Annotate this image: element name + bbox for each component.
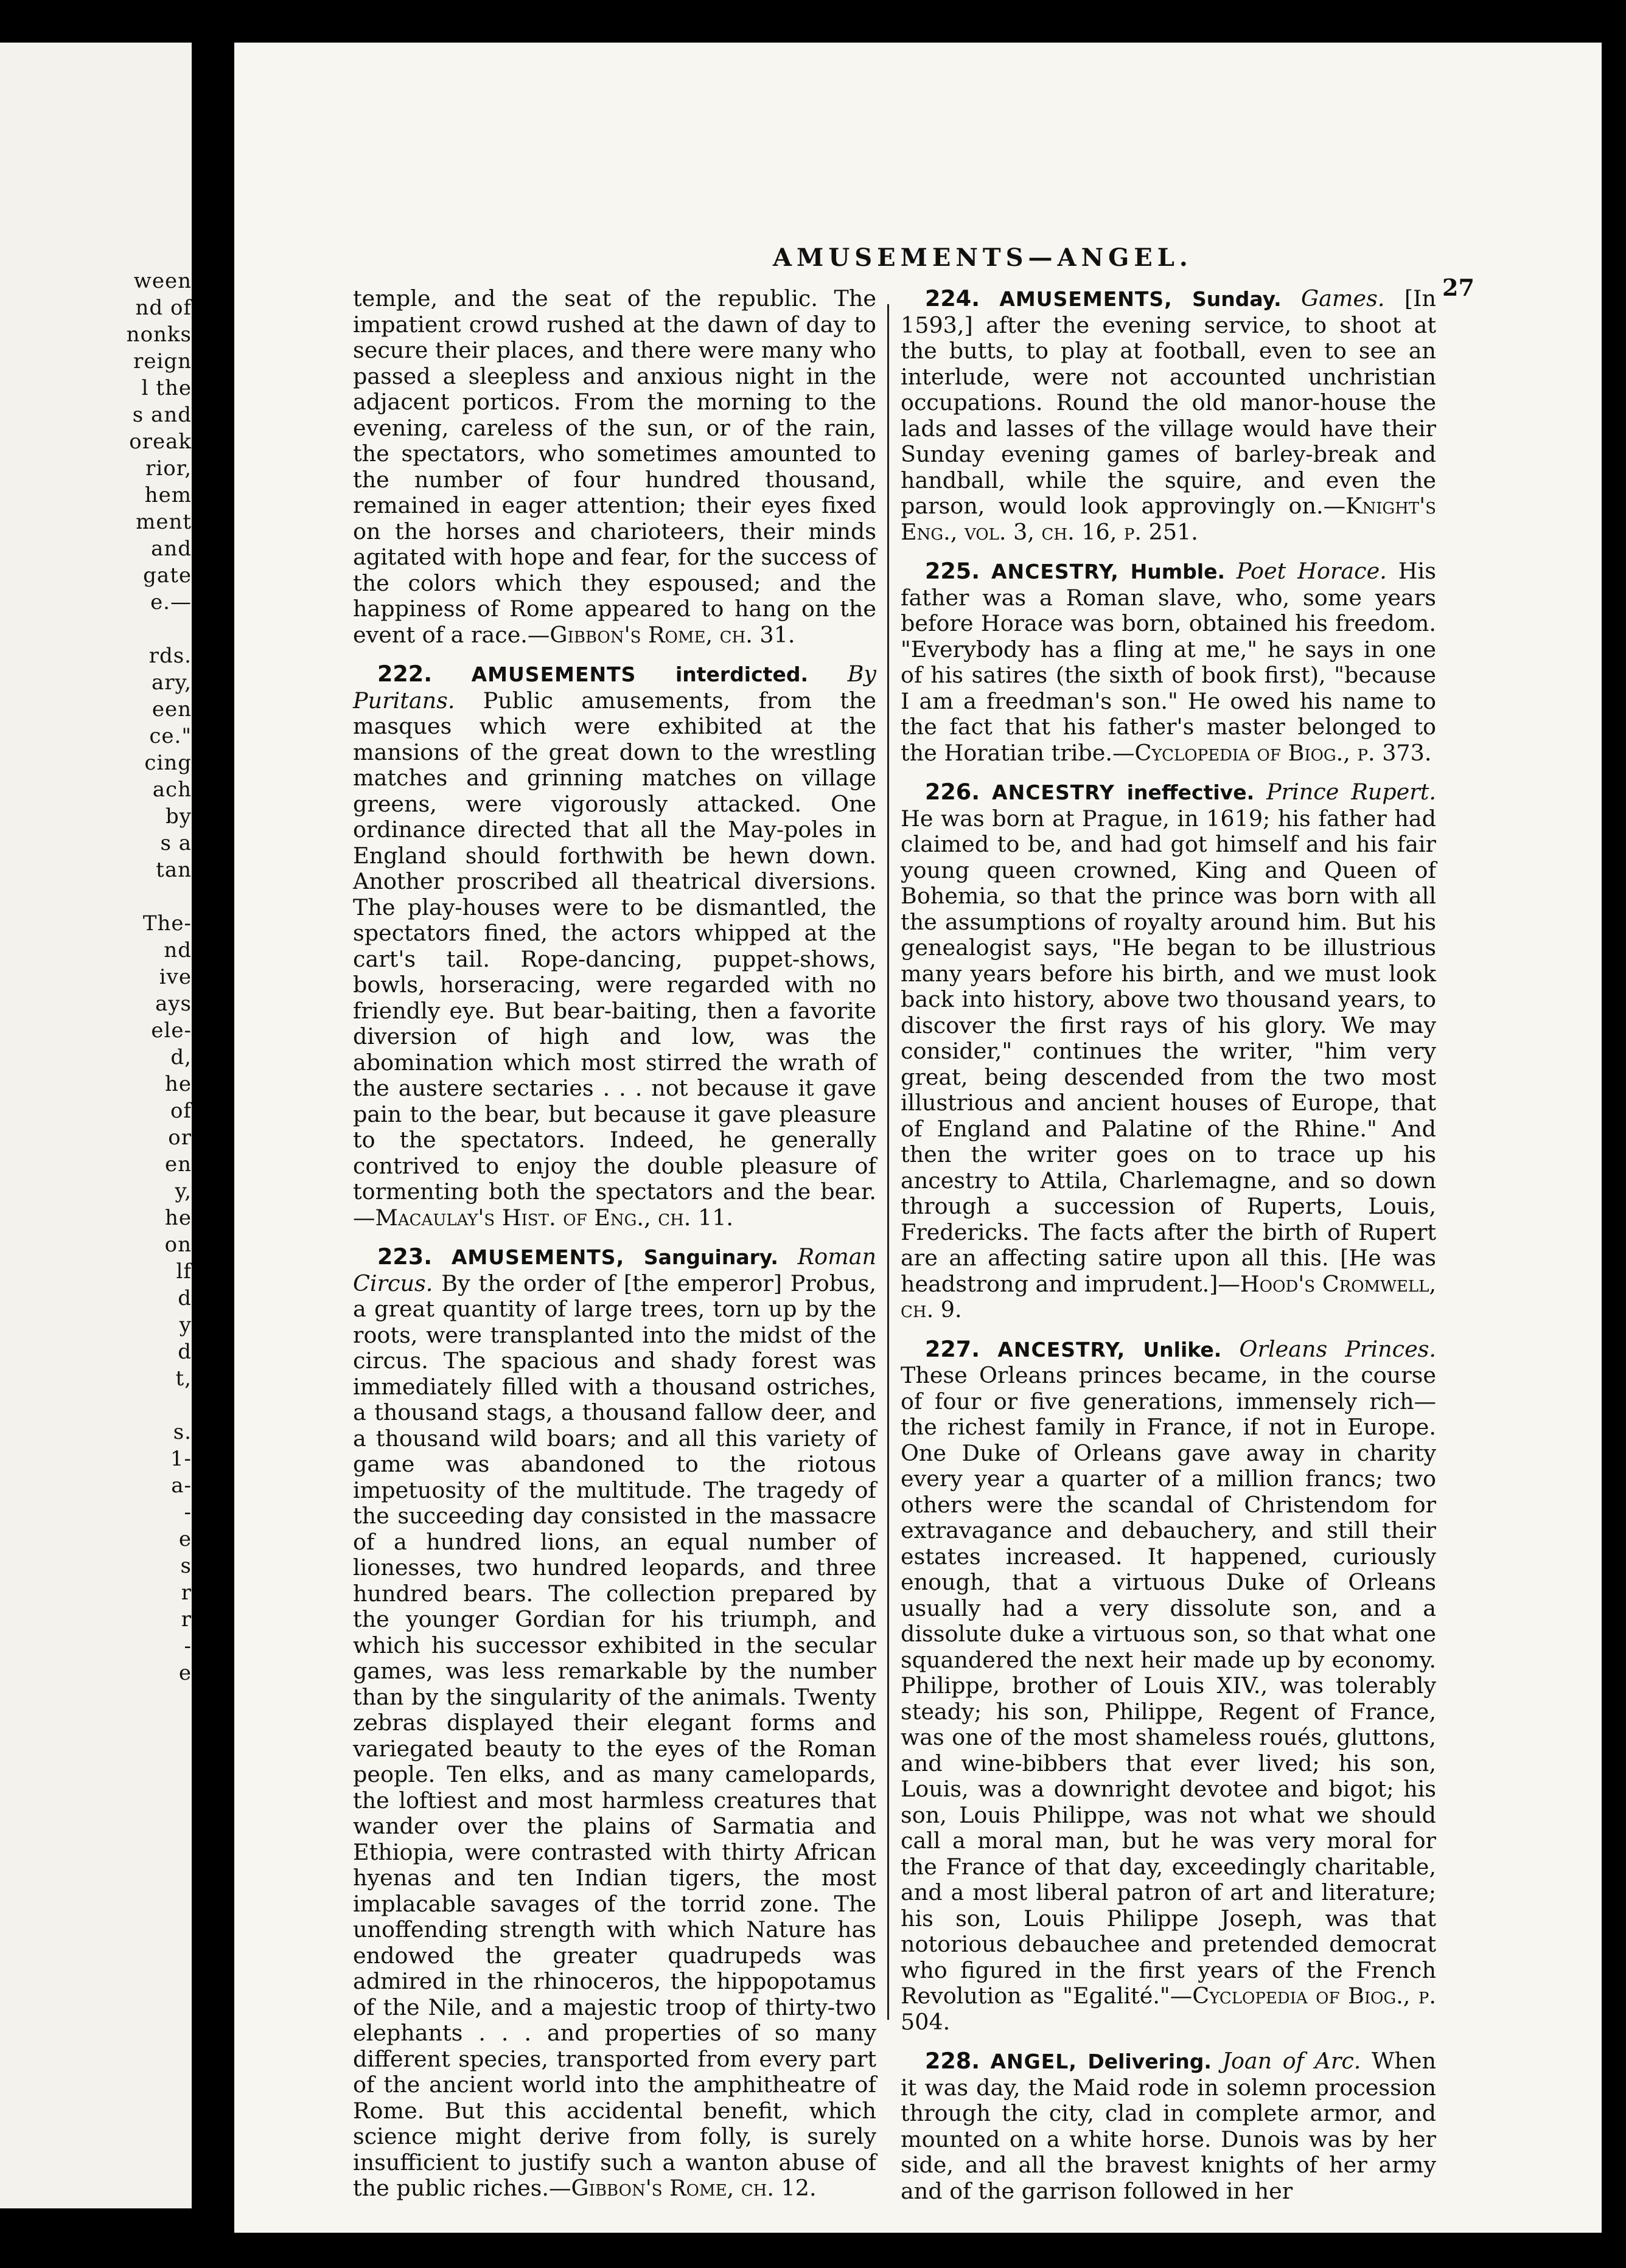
left-page-fragment: ele- [151, 1018, 192, 1043]
left-page-fragment: gate [143, 563, 192, 588]
left-page-fragment: s a [160, 831, 192, 855]
entry-222 [353, 661, 876, 1231]
entry-225 [901, 558, 1436, 766]
left-page-fragment [0, 1392, 192, 1419]
left-page-fragment: by [166, 804, 192, 829]
left-page-fragment: rior, [145, 456, 192, 481]
entry-heading: ANGEL, [990, 2050, 1077, 2073]
entry-source: Cyclopedia of Biog., p. 373. [1134, 739, 1432, 766]
left-page-fragment: t, [175, 1366, 192, 1391]
entry-number: 225. [925, 558, 980, 584]
entry-subheading: Unlike. [1143, 1337, 1222, 1362]
entry-title: By Puritans. [353, 661, 877, 714]
running-head: AMUSEMENTS—ANGEL. [773, 243, 1193, 272]
left-page-fragment: s. [173, 1420, 192, 1444]
left-page-fragment: een [152, 697, 192, 722]
entry-228 [901, 2048, 1436, 2204]
entry-source: Gibbon's Rome, ch. 12. [571, 2175, 817, 2201]
left-page-fragment: ce." [149, 724, 192, 748]
entry-subheading: Humble. [1130, 560, 1226, 583]
left-page-fragment: The- [142, 911, 192, 936]
right-border [1602, 0, 1626, 2268]
entry-source: Macaulay's Hist. of Eng., ch. 11. [375, 1204, 734, 1231]
entry-title: Joan of Arc. [1222, 2048, 1361, 2074]
left-page-fragment: lf [176, 1259, 192, 1284]
left-page-edge [0, 43, 192, 2208]
entry-text: [In 1593,] after the evening service, to shoot at the butts, to play at football, even to see an interlude, were not accounted unchristian occupations. Round the old manor-house the lads and lasses of the village would have their Sunday evening games of barley-break and handball, while the squire, and even the parson, would look approvingly on.— [901, 285, 1436, 519]
entry-text: temple, and the seat of the republic. The impatient crowd rushed at the dawn of day to secure their places, and there were many who passed a sleepless and anxious night in the adjacent porticos. From the morning to the evening, careless of the sun, or of the rain, the spectators, who sometimes amounted to the number of four hundred thousand, remained in eager attention; their eyes fixed on the horses and charioteers, their minds agitated with hope and fear, for the success of the colors which they espoused; and the happiness of Rome appeared to hang on the event of a race.— [353, 285, 876, 648]
left-page-fragment: a- [171, 1473, 192, 1498]
left-page-text-fragments [0, 268, 192, 1686]
left-page-fragment: reign [133, 349, 192, 374]
left-page-fragment: d [178, 1340, 192, 1364]
entry-223 [353, 1244, 876, 2202]
left-page-fragment: ween [133, 269, 192, 293]
entry-title: Orleans Princes. [1239, 1335, 1436, 1362]
entry-title: Games. [1301, 285, 1385, 311]
left-page-fragment [0, 883, 192, 910]
entry-text: By the order of [the emperor] Probus, a great quantity of large trees, torn up by the roots, were transplanted into the midst of the circus. The spacious and shady forest was immediately filled with a thousand ostriches, a thousand stags, a thousand fallow deer, and a thousand wild boars; and all this variety of game was abandoned to the riotous impetuosity of the multitude. The tragedy of the succeeding day consisted in the massacre of a hundred lions, an equal number of lionesses, two hundred leopards, and three hundred bears. The collection prepared by the younger Gordian for his triumph, and which his successor exhibited in the secular games, was less remarkable by the number than by the singularity of the animals. Twenty zebras displayed their elegant forms and variegated beauty to the eyes of the Roman people. Ten elks, and as many camelopards, the loftiest and most harmless creatures that wander over the plains of Sarmatia and Ethiopia, were contrasted with thirty African hyenas and ten Indian tigers, the most implacable savages of the torrid zone. The unoffending strength with which Nature has endowed the greater quadrupeds was admired in the rhinoceros, the hippopotamus of the Nile, and a majestic troop of thirty-two elephants . . . and properties of so many different species, transported from every part of the ancient world into the amphitheatre of Rome. But this accidental benefit, which science might derive from folly, is surely insufficient to justify such a wanton abuse of the public riches.— [353, 1270, 876, 2201]
entry-source: Gibbon's Rome, ch. 31. [550, 621, 795, 648]
left-page-fragment: l the [141, 376, 192, 400]
entry-text: These Orleans princes became, in the course of four or five generations, immensely rich—the richest family in France, if not in Europe. One Duke of Orleans gave away in charity every year a quarter of a million francs; two others were the scandal of Christendom for extravagance and debauchery, and still their estates increased. It happened, curiously enough, that a virtuous Duke of Orleans usually had a very dissolute son, and a dissolute duke a virtuous son, so that what one squandered the next heir made up by economy. Philippe, brother of Louis XIV., was tolerably steady; his son, Philippe, Regent of France, was one of the most shameless roués, gluttons, and wine-bibbers that ever lived; his son, Louis, was a downright devotee and bigot; his son, Louis Philippe, was not what we should call a moral man, but he was very moral for the France of that day, exceedingly charitable, and a most liberal patron of art and literature; his son, Louis Philippe Joseph, was that notorious debauchee and pretended democrat who figured in the first years of the French Revolution as "Egalité."— [901, 1362, 1436, 2009]
entry-source: Cyclopedia of Biog., p. 504. [901, 1983, 1436, 2035]
entry-subheading: Sunday. [1192, 287, 1282, 311]
left-page-fragment: nonks [126, 322, 192, 347]
entry-heading: AMUSEMENTS, [451, 1245, 625, 1269]
entry-number: 223. [377, 1244, 433, 1270]
left-page-fragment: y [179, 1313, 192, 1337]
entry-number: 228. [925, 2048, 980, 2074]
left-page-fragment: nd of [135, 296, 192, 320]
left-page-fragment: he [164, 1206, 192, 1230]
book-gutter [192, 0, 234, 2268]
entry-number: 224. [925, 285, 980, 311]
left-page-fragment: r [181, 1581, 192, 1605]
entry-226 [901, 779, 1436, 1323]
left-page-fragment: ach [152, 777, 192, 802]
left-page-fragment: e.— [150, 590, 192, 614]
left-page-fragment: on [164, 1233, 192, 1257]
left-page-fragment: ment [136, 510, 192, 534]
entry-source: Hood's Cromwell, ch. 9. [901, 1270, 1436, 1323]
left-page-fragment: rds. [148, 644, 192, 668]
entry-number: 227. [925, 1335, 980, 1362]
left-page-fragment: ary, [151, 670, 192, 695]
left-page-fragment: r [181, 1607, 192, 1632]
left-page-fragment: d, [170, 1045, 192, 1070]
page-number: 27 [1442, 274, 1474, 301]
entry-source: Knight's Eng., vol. 3, ch. 16, p. 251. [901, 493, 1436, 545]
column-rule [887, 304, 889, 2020]
entry-title: Poet Horace. [1236, 558, 1387, 584]
left-page-fragment: nd [164, 938, 192, 962]
entry-subheading: interdicted. [675, 663, 808, 686]
left-page-fragment: and [151, 537, 192, 561]
left-page-fragment: d [178, 1286, 192, 1310]
entry-text: His father was a Roman slave, who, some years before Horace was born, obtained his freedom. "Everybody has a fling at me," he says in one of his satires (the sixth of book first), "because I am a freedman's son." He owed his name to the fact that his father's master belonged to the Horatian tribe.— [901, 558, 1436, 766]
left-page-fragment: of [170, 1099, 192, 1123]
entry-heading: ANCESTRY, [991, 560, 1119, 583]
left-page-fragment: ays [155, 992, 192, 1016]
left-page-fragment: he [164, 1072, 192, 1096]
entry-number: 222. [377, 661, 433, 687]
left-page-fragment: e [178, 1661, 192, 1685]
entry-text: He was born at Prague, in 1619; his father had claimed to be, and had got himself and his fair young queen crowned, King and Queen of Bohemia, so that the prince was born with all the assumptions of royalty around him. But his genealogist says, "He began to be illustrious many years before his birth, and we must look back into history, above two thousand years, to discover the first rays of his glory. We may consider," continues the writer, "him very great, being descended from the two most illustrious and ancient houses of Europe, that of England and Palatine of the Rhine." And then the writer goes on to trace up his ancestry to Attila, Charlemagne, and so down through a succession of Ruperts, Louis, Fredericks. The facts after the birth of Rupert are an affecting satire upon all this. [He was headstrong and imprudent.]— [901, 805, 1436, 1297]
left-page-fragment: e [178, 1527, 192, 1551]
left-page-fragment: en [164, 1152, 192, 1177]
entry-number: 226. [925, 779, 980, 805]
left-page-fragment: - [184, 1500, 192, 1525]
entry-continuation [353, 286, 876, 648]
left-column [353, 286, 876, 2215]
left-page-fragment: cing [144, 751, 192, 775]
entry-text: When it was day, the Maid rode in solemn procession through the city, clad in complete armor, and mounted on a white horse. Dunois was by her side, and all the bravest knights of her army and of the garrison followed in her [901, 2048, 1437, 2204]
left-page-fragment: tan [156, 858, 192, 882]
left-page-fragment: oreak [129, 430, 192, 454]
entry-224 [901, 286, 1436, 545]
left-page-fragment: s [180, 1554, 192, 1578]
entry-heading: ANCESTRY [992, 781, 1115, 804]
left-page-fragment: - [184, 1634, 192, 1658]
left-page-fragment: 1- [170, 1447, 192, 1471]
entry-text: Public amusements, from the masques which were exhibited at the mansions of the great down to the wrestling matches and grinning matches on village greens, were vigorously attacked. One ordinance directed that all the May-poles in England should forthwith be hewn down. Another proscribed all theatrical diversions. The play-houses were to be dismantled, the spectators fined, the actors whipped at the cart's tail. Rope-dancing, puppet-shows, bowls, horseracing, were regarded with no friendly eye. But bear-baiting, then a favorite diversion of high and low, was the abomination which most stirred the wrath of the austere sectaries . . . not because it gave pain to the bear, but because it gave pleasure to the spectators. Indeed, he generally contrived to enjoy the double pleasure of tormenting both the spectators and the bear.— [353, 687, 876, 1231]
right-column [901, 286, 1436, 2218]
entry-subheading: Sanguinary. [643, 1245, 778, 1269]
entry-subheading: Delivering. [1087, 2050, 1212, 2073]
entry-title: Prince Rupert. [1266, 779, 1436, 805]
entry-title: Roman Circus. [353, 1244, 876, 1296]
left-page-fragment: hem [144, 483, 192, 507]
left-page-fragment: y, [175, 1179, 192, 1203]
entry-227 [901, 1337, 1436, 2036]
entry-heading: AMUSEMENTS, [999, 287, 1173, 311]
left-page-fragment: s and [132, 403, 192, 427]
left-page-fragment: ive [159, 965, 192, 989]
left-page-fragment [0, 616, 192, 642]
entry-subheading: ineffective. [1126, 781, 1255, 804]
left-page-fragment: or [168, 1125, 192, 1150]
entry-heading: AMUSEMENTS [471, 663, 637, 686]
entry-heading: ANCESTRY, [997, 1337, 1126, 1362]
